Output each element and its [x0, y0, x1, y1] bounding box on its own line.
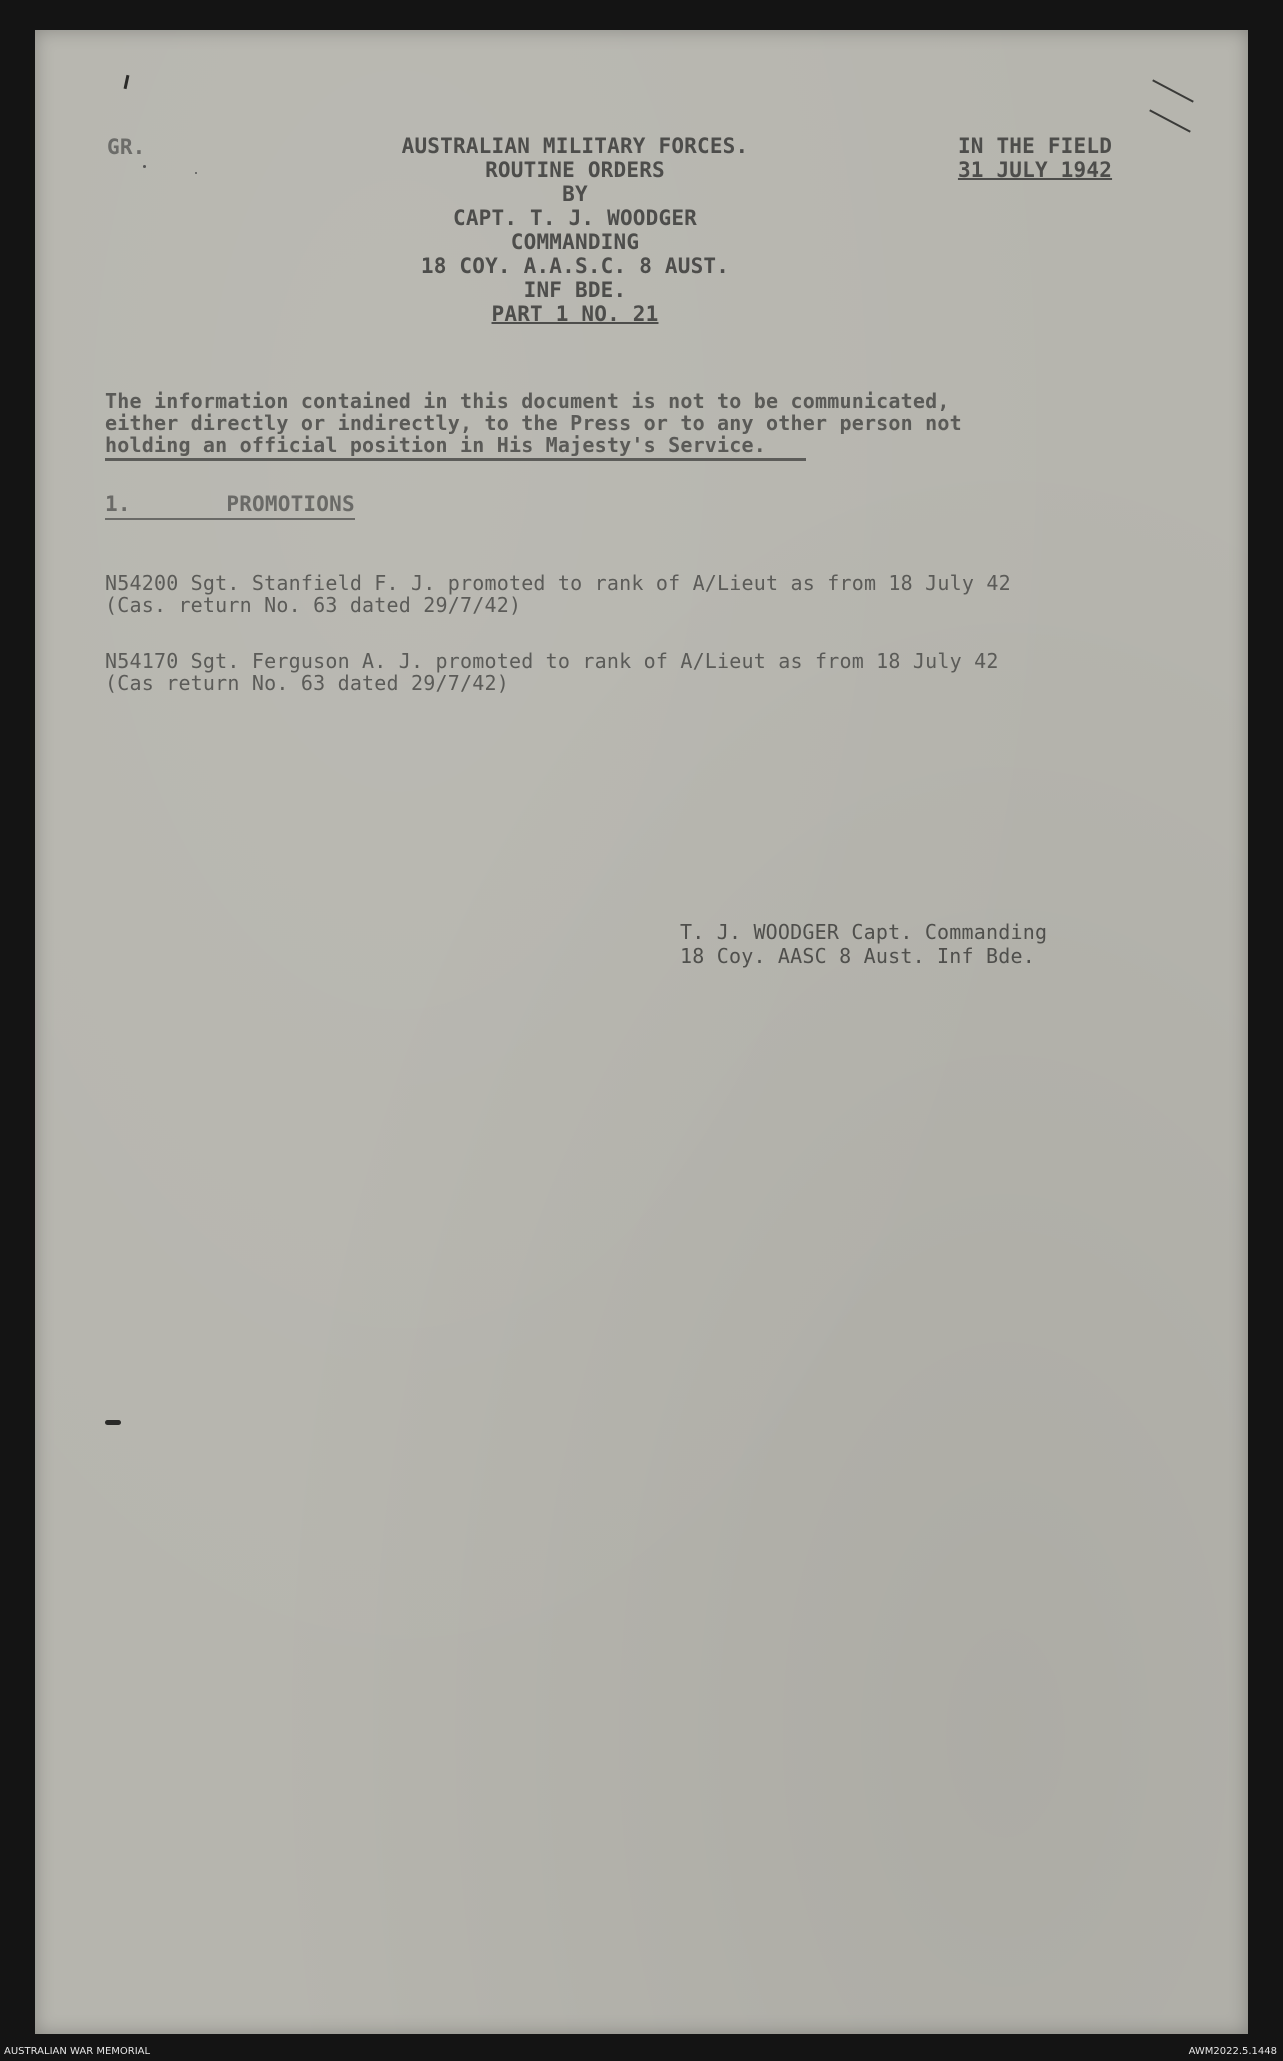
document-page [35, 30, 1248, 2034]
header-line: 18 COY. A.A.S.C. 8 AUST. [420, 254, 730, 278]
ink-speck [195, 172, 197, 174]
header-block [315, 134, 835, 326]
promotion-entry [105, 572, 1235, 616]
header-line: INF BDE. [523, 278, 627, 302]
ink-speck [143, 165, 146, 168]
notice-line: The information contained in this document is not to be communicated, [105, 389, 950, 413]
section-number: 1. [105, 492, 131, 516]
header-line: BY [562, 182, 588, 206]
field-date-block [925, 134, 1145, 182]
ink-stroke [1149, 109, 1191, 132]
section-heading [105, 492, 355, 520]
field-date: 31 JULY 1942 [957, 158, 1113, 182]
signature-line: 18 Coy. AASC 8 Aust. Inf Bde. [680, 944, 1035, 968]
section-title: PROMOTIONS [226, 492, 355, 516]
entry-line: N54170 Sgt. Ferguson A. J. promoted to rank of A/Lieut as from 18 July 42 [105, 649, 999, 673]
ink-speck [124, 75, 130, 89]
signature-block [680, 920, 1047, 968]
header-line: ROUTINE ORDERS [485, 158, 665, 182]
header-line: AUSTRALIAN MILITARY FORCES. [401, 134, 749, 158]
header-line: COMMANDING [510, 230, 640, 254]
entry-line: (Cas. return No. 63 dated 29/7/42) [105, 593, 522, 617]
promotion-entry [105, 650, 1235, 694]
confidentiality-notice [105, 390, 1185, 461]
ink-stroke [1152, 79, 1194, 102]
entry-line: N54200 Sgt. Stanfield F. J. promoted to rank of A/Lieut as from 18 July 42 [105, 571, 1011, 595]
part-number: PART 1 NO. 21 [491, 302, 659, 326]
footer-catalog-id: AWM2022.5.1448 [1188, 2046, 1277, 2057]
notice-line: either directly or indirectly, to the Press or to any other person not [105, 411, 962, 435]
header-line: CAPT. T. J. WOODGER [452, 206, 698, 230]
gr-mark: GR. [107, 135, 146, 159]
ink-speck [105, 1420, 121, 1425]
entry-line: (Cas return No. 63 dated 29/7/42) [105, 671, 509, 695]
signature-line: T. J. WOODGER Capt. Commanding [680, 920, 1048, 944]
field-place: IN THE FIELD [957, 134, 1113, 158]
footer-credit: AUSTRALIAN WAR MEMORIAL [4, 2046, 151, 2057]
notice-line: holding an official position in His Majesty's Service. [105, 434, 806, 461]
